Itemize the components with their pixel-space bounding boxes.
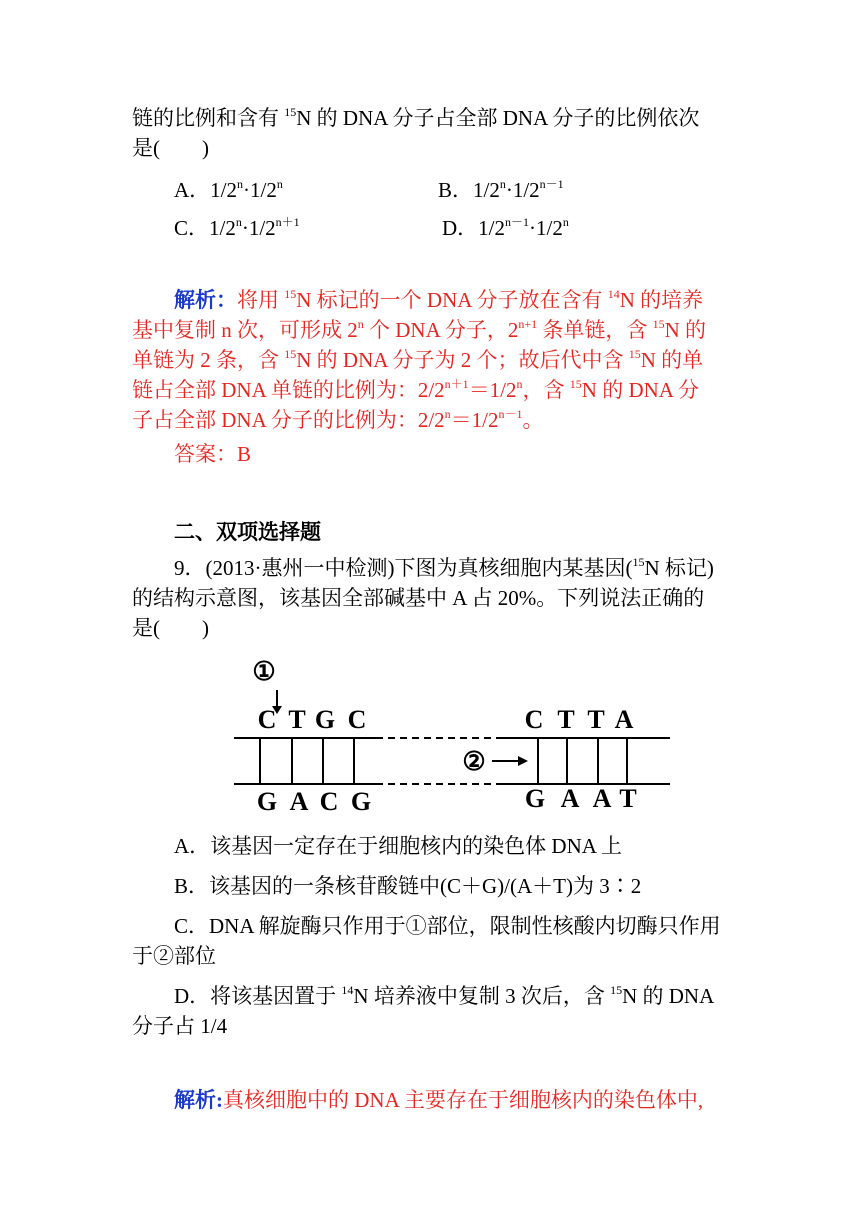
base-bottom-left-1: G xyxy=(256,787,278,816)
q8-option-a: A．$1/2^n\cdot 1/2^n$ xyxy=(174,177,283,202)
base-top-left-1: C xyxy=(257,705,277,734)
marker-1: ① xyxy=(252,657,276,686)
q8-analysis-line5: 子占全部 DNA 分子的比例为：$2/2^n=1/2^{n-1}$。 xyxy=(132,407,544,432)
q8-analysis-line4: 链占全部 DNA 单链的比例为：$2/2^{n+1}=1/2^n$，含 $^{15}$N 的 DNA 分 xyxy=(132,377,700,402)
base-bottom-right-2: A xyxy=(560,784,580,813)
base-bottom-right-3: A xyxy=(592,784,612,813)
marker-2: ② xyxy=(462,747,486,776)
marker-2-arrowhead xyxy=(518,756,528,766)
base-top-left-4: C xyxy=(347,705,367,734)
q9-option-c-line1: C．DNA 解旋酶只作用于①部位，限制性核酸内切酶只作用 xyxy=(174,914,721,938)
q8-analysis-line3: 单链为 2 条，含 $^{15}$N 的 DNA 分子为 2 个；故后代中含 $^{15}$N 的单 xyxy=(132,347,704,372)
q8-option-d: D．$1/2^{n-1}\cdot 1/2^n$ xyxy=(442,215,569,240)
base-top-right-1: C xyxy=(524,705,544,734)
q8-stem-line1: 链的比例和含有 $^{15}$N 的 DNA 分子占全部 DNA 分子的比例依次 xyxy=(132,105,700,130)
section-heading: 二、双项选择题 xyxy=(174,520,321,544)
q9-stem-line1: 9．(2013·惠州一中检测)下图为真核细胞内某基因($^{15}$N 标记) xyxy=(174,555,714,580)
base-top-right-4: A xyxy=(614,705,634,734)
base-top-left-2: T xyxy=(288,705,306,734)
base-bottom-left-4: G xyxy=(350,787,372,816)
dna-structure-diagram xyxy=(230,650,680,820)
q8-answer: 答案：B xyxy=(174,442,252,466)
base-bottom-left-2: A xyxy=(289,787,309,816)
base-top-right-2: T xyxy=(557,705,575,734)
q9-option-b: B．该基因的一条核苷酸链中(C＋G)/(A＋T)为 3∶2 xyxy=(174,874,642,898)
q9-analysis: 解析:真核细胞中的 DNA 主要存在于细胞核内的染色体中, xyxy=(174,1088,704,1112)
q9-option-c-line2: 于②部位 xyxy=(132,944,216,968)
q9-stem-line3: 是( ) xyxy=(132,616,209,640)
q8-analysis-line2: 基中复制 n 次，可形成 2$^n$ 个 DNA 分子，$2^{n+1}$ 条单链，含 $^{15}$N 的 xyxy=(132,317,707,342)
q9-option-d-line1: D．将该基因置于 $^{14}$N 培养液中复制 3 次后，含 $^{15}$N 的 DNA xyxy=(174,983,715,1008)
q8-option-b: B．$1/2^n\cdot 1/2^{n-1}$ xyxy=(438,177,564,202)
q8-stem-line2: 是( ) xyxy=(132,136,209,160)
q9-option-a: A．该基因一定存在于细胞核内的染色体 DNA 上 xyxy=(174,834,623,858)
base-bottom-left-3: C xyxy=(319,787,339,816)
base-bottom-right-4: T xyxy=(619,784,637,813)
q8-analysis-line1: 解析：将用 $^{15}$N 标记的一个 DNA 分子放在含有 $^{14}$N 的培养 xyxy=(174,287,704,312)
base-top-right-3: T xyxy=(587,705,605,734)
q8-option-c: C．$1/2^n\cdot 1/2^{n+1}$ xyxy=(174,215,300,240)
base-top-left-3: G xyxy=(314,705,336,734)
q9-stem-line2: 的结构示意图，该基因全部碱基中 A 占 20%。下列说法正确的 xyxy=(132,586,705,610)
q9-option-d-line2: 分子占 1/4 xyxy=(132,1014,228,1038)
base-bottom-right-1: G xyxy=(524,784,546,813)
